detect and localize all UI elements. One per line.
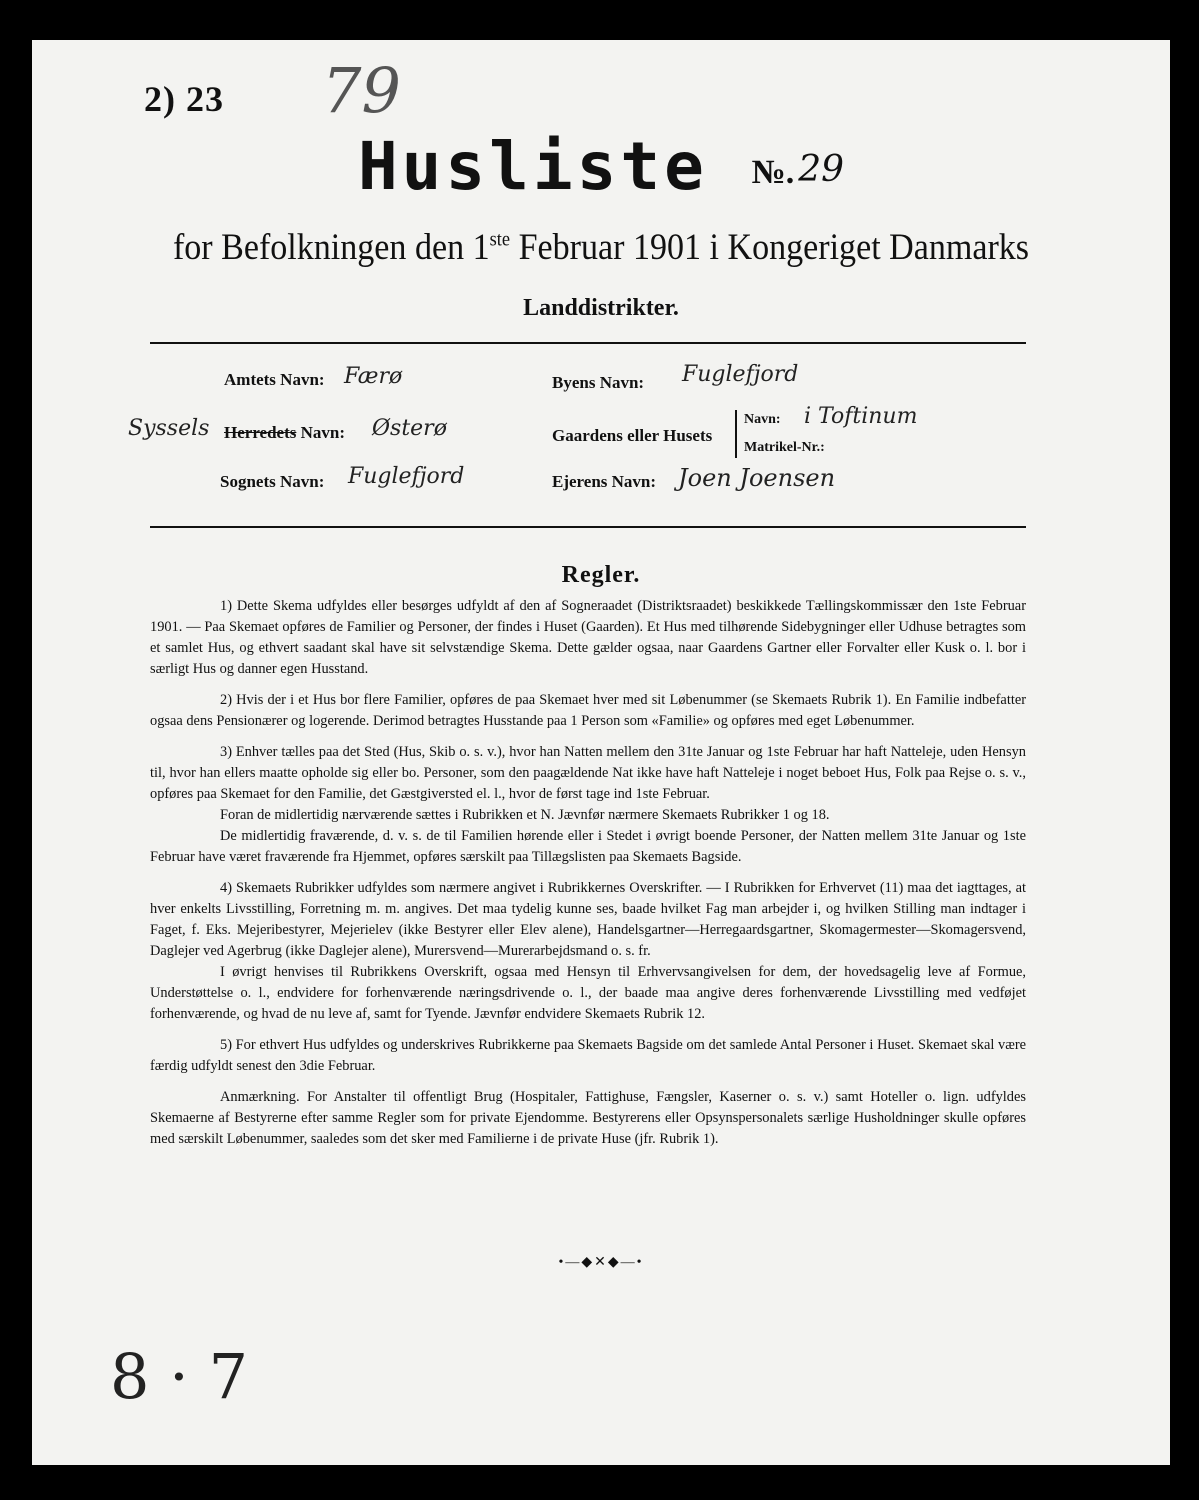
rules-section: [150, 596, 1026, 1160]
amtets-label: Amtets Navn:: [224, 370, 325, 389]
navn-label: Navn:: [744, 412, 781, 427]
subtitle-sup: ste: [489, 228, 511, 251]
page-title: [32, 128, 1170, 205]
sysla-handwritten: Syssels: [128, 416, 210, 441]
sognets-label: Sognets Navn:: [220, 472, 325, 491]
bottom-divider: [150, 526, 1026, 528]
matrikel-label: Matrikel-Nr.:: [744, 440, 825, 455]
rule-2: 2) Hvis der i et Hus bor flere Familier, opføres de paa Skemaet hver med sit Løbenummer (se Skemaets Rubrik 1). En Familie indbefatter ogsaa dens Pensionærer og logerende. Derimod betragtes Husstande paa 1 Person som «Familie» og opføres med eget Løbenummer.: [150, 692, 1026, 729]
rule-1: 1) Dette Skema udfyldes eller besørges udfyldt af den af Sogneraadet (Distriktsraadet) beskikkede Tællingskommissær den 1ste Februar 1901. — Paa Skemaet opføres de Familier og Personer, der findes i Huset (Gaarden). Et Hus med tilhørende Sidebygninger eller Udhuse betragtes som et samlet Hus, og ethvert saadant skal have sit selvstændige Skema. Dette gælder ogsaa, naar Gaardens Gartner eller Forvalter eller Kusk o. l. bor i særligt Hus og danner egen Husstand.: [150, 598, 1026, 677]
gaard-label: Gaardens eller Husets: [552, 426, 713, 445]
rule-3-absent: De midlertidig fraværende, d. v. s. de til Familien hørende eller i Stedet i øvrigt boende Personer, der Natten mellem 31te Januar og 1ste Februar have været fraværende fra Hjemmet, opføres særskilt paa Tillægslisten paa Skemaets Bagside.: [150, 828, 1026, 865]
byens-label: Byens Navn:: [552, 373, 645, 392]
herredets-label: [224, 423, 345, 443]
anmaerkning: Anmærkning. For Anstalter til offentligt Brug (Hospitaler, Fattighuse, Fængsler, Kaserner o. s. v.) samt Hoteller o. lign. udfyldes Skemaerne af Bestyrerne efter samme Regler som for private Ejendomme. Bestyrerens eller Opsynspersonalets særlige Husholdninger skulle opføres med særskilt Løbenummer, saaledes som det sker med Familierne i de private Huse (jfr. Rubrik 1).: [150, 1089, 1026, 1147]
rule-3-n: Foran de midlertidig nærværende sættes i Rubrikken et N. Jævnfør nærmere Skemaets Rubrikker 1 og 18.: [220, 807, 830, 823]
bottom-handwritten-number: 8 · 7: [110, 1340, 249, 1413]
subtitle-landdistrikter: Landdistrikter.: [523, 295, 679, 321]
rule-5: 5) For ethvert Hus udfyldes og underskrives Rubrikkerne paa Skemaets Bagside om det samlede Antal Personer i Huset. Skemaet skal være færdig udfyldt senest den 3die Februar.: [150, 1037, 1026, 1074]
herredets-struck: Herredets: [224, 423, 297, 442]
herredets-value: Østerø: [372, 416, 447, 441]
number-label: №.: [751, 154, 795, 191]
ejer-value: Joen Joensen: [678, 464, 836, 492]
top-divider: [150, 342, 1026, 344]
ejer-label: Ejerens Navn:: [552, 472, 657, 491]
rule-4-cont: I øvrigt henvises til Rubrikkens Overskrift, ogsaa med Hensyn til Erhvervsangivelsen for dem, der hovedsagelig leve af Formue, Understøttelse o. l., endvidere for forhenværende næringsdrivende o. l., der baade maa angive deres forhenværende Livsstilling med vedføjet forhenværende, og hvad de nu leve af, samt for Tyende. Jævnfør endvidere Skemaets Rubrik 12.: [150, 964, 1026, 1022]
census-sheet: [32, 40, 1170, 1465]
gaard-bracket: [735, 410, 737, 458]
herredets-navn-label: Navn:: [300, 423, 346, 442]
number-value: 29: [798, 149, 845, 190]
subtitle-part2: Februar 1901 i Kongeriget Danmarks: [510, 227, 1030, 268]
rule-3: 3) Enhver tælles paa det Sted (Hus, Skib o. s. v.), hvor han Natten mellem den 31te Januar og 1ste Februar har haft Natteleje, uden Hensyn til, hvor han ellers maatte opholde sig eller bo. Personer, som den paagældende Nat ikke have haft Natteleje i noget beboet Hus, Folk paa Rejse o. s. v., opføres paa Skemaet for den Familie, det Gæstgiversted el. l., hvor de først tage ind 1ste Februar.: [150, 744, 1026, 802]
regler-heading: Regler.: [561, 562, 641, 588]
byens-value: Fuglefjord: [682, 362, 799, 387]
pencil-number: 79: [322, 54, 401, 127]
subtitle: [78, 226, 1125, 269]
sognets-value: Fuglefjord: [348, 464, 465, 489]
rule-4: 4) Skemaets Rubrikker udfyldes som nærmere angivet i Rubrikkernes Overskrifter. — I Rubrikken for Erhvervet (11) maa det iagttages, at hver enkelts Livsstilling, Forretning m. m. angives. Det maa tydelig kunne ses, baade hvilket Fag man arbejder i, og hvilken Stilling man indtager i Faget, f. Eks. Mejeribestyrer, Mejerielev (ikke Bestyrer eller Elev alene), Handelsgartner—Herregaardsgartner, Skomagermester—Skomagersvend, Daglejer ved Agerbrug (ikke Daglejer alene), Murersvend—Murerarbejdsmand o. s. fr.: [150, 880, 1026, 959]
amtets-value: Færø: [344, 364, 403, 389]
navn-value: i Toftinum: [804, 404, 918, 429]
ornament: •—◆✕◆—•: [558, 1255, 644, 1270]
subtitle-part1: for Befolkningen den 1: [172, 227, 490, 268]
stamp-number: 2) 23: [144, 79, 224, 119]
title-text: Husliste: [357, 128, 708, 205]
